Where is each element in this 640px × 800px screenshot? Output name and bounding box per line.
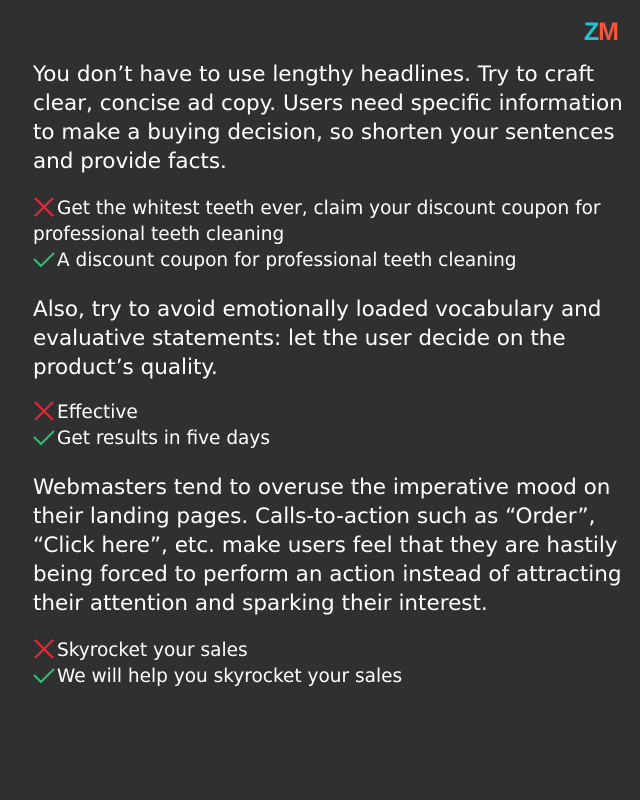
paragraph-headlines: You don’t have to use lengthy headlines. Try to craft clear, concise ad copy. Users need specific information to make a buying decision, so shorten your sentences and provide facts. (33, 62, 623, 174)
bad-example (33, 638, 623, 664)
cross-icon (33, 197, 55, 217)
good-example (33, 248, 623, 274)
good-example-text: A discount coupon for professional teeth cleaning (57, 250, 517, 271)
bad-example (33, 400, 623, 426)
examples-imperative (33, 638, 623, 690)
main-content (33, 60, 623, 690)
good-example-text: We will help you skyrocket your sales (57, 666, 403, 687)
zm-logo (584, 18, 618, 47)
bad-example-text: Get the whitest teeth ever, claim your discount coupon for professional teeth cleaning (33, 198, 601, 245)
logo-letter-m: M (598, 18, 618, 46)
examples-vocabulary (33, 400, 623, 452)
check-icon (33, 249, 55, 269)
bad-example-text: Effective (57, 402, 138, 423)
good-example-text: Get results in five days (57, 428, 270, 449)
cross-icon (33, 401, 55, 421)
bad-example-text: Skyrocket your sales (57, 640, 248, 661)
good-example (33, 426, 623, 452)
paragraph-imperative: Webmasters tend to overuse the imperative mood on their landing pages. Calls-to-action such as “Order”, “Click here”, etc. make users feel that they are hastily being forced to perform an action instead of attracting their attention and sparking their interest. (33, 475, 622, 616)
cross-icon (33, 639, 55, 659)
check-icon (33, 665, 55, 685)
bad-example (33, 196, 623, 248)
check-icon (33, 427, 55, 447)
logo-letter-z: Z (583, 18, 599, 46)
good-example (33, 664, 623, 690)
paragraph-vocabulary: Also, try to avoid emotionally loaded vocabulary and evaluative statements: let the user decide on the product’s quality. (33, 297, 602, 380)
examples-headlines (33, 196, 623, 274)
